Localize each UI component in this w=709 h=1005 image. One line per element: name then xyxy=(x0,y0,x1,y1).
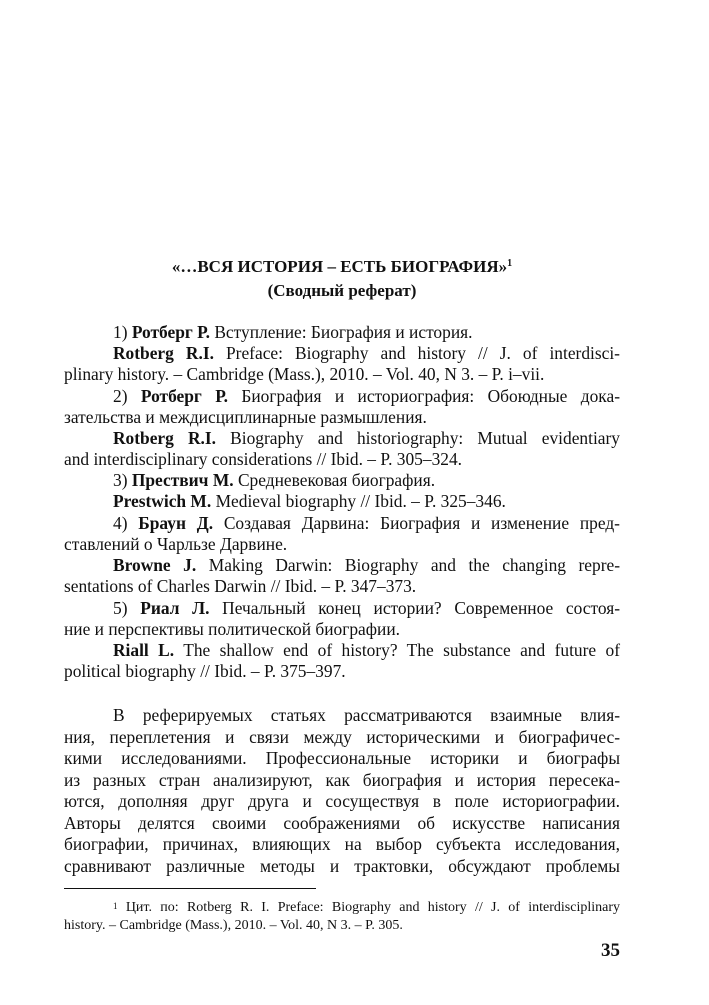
page-number: 35 xyxy=(601,940,620,961)
ref-title: Making Darwin: Biography and the changing repre- xyxy=(208,555,620,575)
ref-2-en-line1 xyxy=(113,428,620,449)
ref-author: Ротберг Р. xyxy=(140,386,228,406)
body-line: В реферируемых статьях рассматриваются взаимные влия- xyxy=(113,705,620,725)
ref-number: 1) xyxy=(113,322,128,342)
title-footnote-mark: 1 xyxy=(507,258,513,269)
body-line: кими исследованиями. Профессиональные историки и биографы xyxy=(64,748,620,768)
ref-number: 5) xyxy=(113,598,128,618)
ref-author: Браун Д. xyxy=(138,513,214,533)
ref-5-ru-line1 xyxy=(113,598,620,619)
body-line: Авторы делятся своими соображениями об искусстве написания xyxy=(64,813,620,833)
ref-2-ru-line2: зательства и междисциплинарные размышления. xyxy=(64,407,427,427)
ref-1-ru xyxy=(113,322,620,343)
ref-title: The shallow end of history? The substance and future of xyxy=(183,640,621,660)
footnote-mark: 1 xyxy=(113,901,118,911)
article-title xyxy=(64,255,620,303)
footnote-text: Цит. по: Rotberg R. I. Preface: Biography and history // J. of interdisciplinary xyxy=(125,900,621,915)
ref-3-en xyxy=(113,491,620,512)
ref-author: Прествич М. xyxy=(131,470,234,490)
ref-number: 2) xyxy=(113,386,128,406)
title-subtitle: (Сводный реферат) xyxy=(267,281,417,300)
ref-author: Риал Л. xyxy=(140,598,210,618)
ref-title: Вступление: Биография и история. xyxy=(214,322,473,342)
ref-title: Medieval biography // Ibid. – P. 325–346. xyxy=(215,491,506,511)
ref-author: Rotberg R.I. xyxy=(113,343,214,363)
title-text: «…ВСЯ ИСТОРИЯ – ЕСТЬ БИОГРАФИЯ» xyxy=(171,257,508,276)
ref-title: Создавая Дарвина: Биография и изменение пред- xyxy=(223,513,620,533)
ref-5-en-line2: political biography // Ibid. – P. 375–397. xyxy=(64,661,346,681)
ref-3-ru xyxy=(113,470,620,491)
body-line: сравнивают различные методы и трактовки, обсуждают проблемы xyxy=(64,856,620,876)
ref-title: Средневековая биография. xyxy=(237,470,436,490)
ref-author: Browne J. xyxy=(113,555,197,575)
ref-4-ru-line2: ставлений о Чарльзе Дарвине. xyxy=(64,534,288,554)
ref-author: Rotberg R.I. xyxy=(113,428,217,448)
footnote-line1 xyxy=(113,898,620,917)
ref-number: 3) xyxy=(113,470,128,490)
ref-1-en-line1 xyxy=(113,343,620,364)
ref-5-en-line1 xyxy=(113,640,620,661)
ref-author: Prestwich M. xyxy=(113,491,212,511)
ref-2-en-line2: and interdisciplinary considerations // Ibid. – P. 305–324. xyxy=(64,449,462,469)
ref-title: Печальный конец истории? Современное состоя- xyxy=(222,598,620,618)
body-line: из разных стран анализируют, как биография и история пересека- xyxy=(64,770,620,790)
ref-author: Ротберг Р. xyxy=(131,322,210,342)
title-main xyxy=(64,255,620,279)
ref-1-en-line2: plinary history. – Cambridge (Mass.), 2010. – Vol. 40, N 3. – P. i–vii. xyxy=(64,364,545,384)
ref-title: Biography and historiography: Mutual evidentiary xyxy=(230,428,620,448)
ref-title: Биография и историография: Обоюдные дока- xyxy=(241,386,620,406)
ref-4-en-line1 xyxy=(113,555,620,576)
ref-5-ru-line2: ние и перспективы политической биографии. xyxy=(64,619,400,639)
footnote-divider xyxy=(64,888,316,889)
ref-4-ru-line1 xyxy=(113,513,620,534)
body-line: биографии, причинах, влияющих на выбор субъекта исследования, xyxy=(64,834,620,854)
body-line: ния, переплетения и связи между историческими и биографичес- xyxy=(64,727,620,747)
ref-4-en-line2: sentations of Charles Darwin // Ibid. – P. 347–373. xyxy=(64,576,417,596)
body-line: ются, дополняя друг друга и сосуществуя в поле историографии. xyxy=(64,791,620,811)
footnote-line2: history. – Cambridge (Mass.), 2010. – Vol. 40, N 3. – P. 305. xyxy=(64,918,403,933)
ref-author: Riall L. xyxy=(113,640,175,660)
ref-title: Preface: Biography and history // J. of interdisci- xyxy=(226,343,620,363)
ref-2-ru-line1 xyxy=(113,386,620,407)
ref-number: 4) xyxy=(113,513,128,533)
